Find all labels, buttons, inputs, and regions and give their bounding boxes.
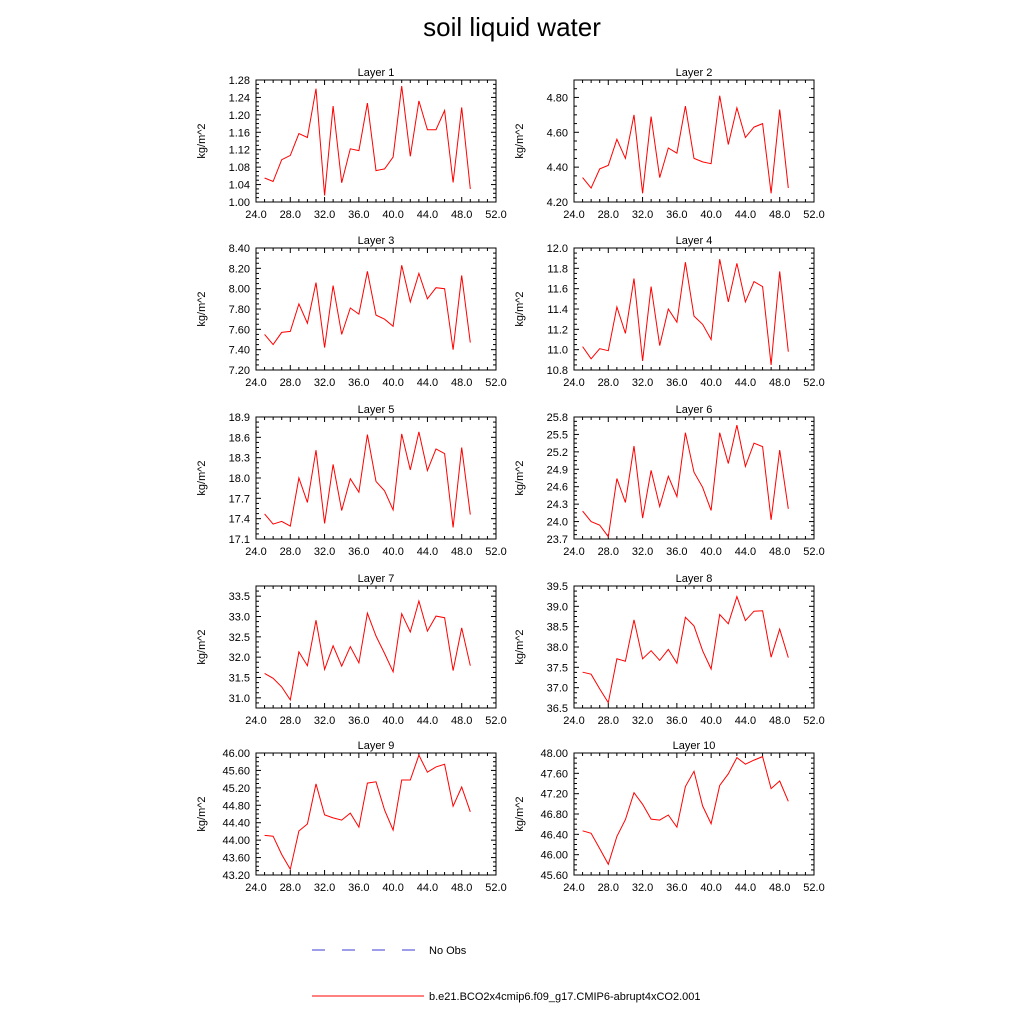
panel-layer-3 (196, 235, 507, 389)
y-tick-label: 47.60 (540, 768, 568, 781)
y-tick-label: 17.4 (228, 513, 250, 526)
plot-frame (256, 248, 496, 370)
x-tick-label: 32.0 (313, 546, 336, 558)
y-tick-label: 37.5 (546, 662, 568, 675)
x-tick-label: 44.0 (734, 715, 757, 727)
x-tick-label: 44.0 (416, 377, 439, 389)
x-tick-label: 24.0 (563, 546, 585, 558)
y-tick-label: 1.16 (228, 127, 250, 140)
x-tick-label: 24.0 (563, 377, 585, 389)
legend-label-no-obs: No Obs (429, 945, 467, 957)
panel-layer-5 (196, 404, 507, 558)
x-tick-label: 28.0 (279, 209, 301, 221)
y-tick-label: 44.80 (222, 800, 250, 813)
x-tick-label: 40.0 (700, 377, 722, 389)
y-tick-label: 1.20 (228, 109, 250, 122)
y-tick-label: 45.60 (540, 870, 568, 882)
y-tick-label: 46.40 (540, 829, 568, 842)
y-tick-label: 11.6 (547, 283, 568, 296)
panel-title: Layer 3 (357, 235, 395, 247)
y-tick-label: 24.0 (546, 516, 568, 529)
plot-frame (574, 586, 814, 708)
x-tick-label: 52.0 (485, 546, 507, 558)
panel-title: Layer 2 (675, 67, 713, 79)
y-tick-label: 32.0 (228, 652, 250, 665)
series-line (583, 96, 789, 194)
y-axis-label: kg/m^2 (514, 291, 526, 327)
x-tick-label: 24.0 (245, 377, 267, 389)
y-tick-label: 1.28 (228, 75, 250, 87)
panel-title: Layer 7 (357, 573, 395, 585)
y-tick-label: 33.0 (228, 611, 250, 624)
y-tick-label: 11.8 (547, 263, 568, 276)
x-tick-label: 36.0 (666, 715, 688, 727)
x-tick-label: 24.0 (563, 715, 585, 727)
series-line (583, 425, 789, 537)
x-tick-label: 44.0 (734, 546, 757, 558)
plot-frame (256, 417, 496, 539)
y-axis-label: kg/m^2 (196, 796, 208, 832)
y-tick-label: 38.5 (546, 621, 568, 634)
x-tick-label: 48.0 (769, 715, 791, 727)
y-tick-label: 44.00 (222, 835, 250, 848)
y-axis-label: kg/m^2 (514, 796, 526, 832)
panel-layer-7 (196, 573, 507, 727)
x-tick-label: 40.0 (700, 546, 722, 558)
y-tick-label: 10.8 (546, 365, 568, 377)
x-tick-label: 48.0 (451, 209, 473, 221)
y-tick-label: 18.3 (228, 452, 250, 465)
y-tick-label: 47.20 (540, 788, 568, 801)
y-tick-label: 8.00 (228, 283, 250, 296)
x-tick-label: 28.0 (279, 377, 301, 389)
x-tick-label: 32.0 (631, 546, 654, 558)
y-axis-label: kg/m^2 (196, 460, 208, 496)
y-tick-label: 12.0 (546, 243, 568, 255)
y-tick-label: 32.5 (228, 631, 250, 644)
panel-title: Layer 4 (675, 235, 713, 247)
x-tick-label: 36.0 (666, 377, 688, 389)
y-tick-label: 24.9 (546, 464, 568, 477)
x-tick-label: 44.0 (734, 882, 757, 894)
y-tick-label: 37.0 (546, 682, 568, 695)
x-tick-label: 24.0 (245, 546, 267, 558)
x-tick-label: 40.0 (382, 209, 404, 221)
y-tick-label: 7.80 (228, 304, 250, 316)
x-tick-label: 48.0 (769, 377, 791, 389)
x-tick-label: 24.0 (245, 882, 267, 894)
y-axis-label: kg/m^2 (514, 123, 526, 159)
y-tick-label: 46.00 (540, 849, 568, 862)
x-tick-label: 28.0 (597, 377, 619, 389)
y-axis-label: kg/m^2 (514, 629, 526, 665)
y-tick-label: 1.00 (228, 197, 250, 209)
x-tick-label: 52.0 (803, 209, 825, 221)
x-tick-label: 32.0 (313, 715, 336, 727)
y-axis-label: kg/m^2 (196, 629, 208, 665)
panel-layer-6 (514, 404, 825, 558)
y-tick-label: 48.00 (540, 748, 568, 760)
y-tick-label: 1.04 (228, 179, 250, 192)
y-tick-label: 7.20 (228, 365, 250, 377)
x-tick-label: 40.0 (700, 209, 722, 221)
x-tick-label: 44.0 (416, 715, 439, 727)
x-tick-label: 28.0 (597, 209, 619, 221)
panel-layer-4 (514, 235, 825, 389)
x-tick-label: 36.0 (348, 882, 370, 894)
y-tick-label: 17.1 (228, 534, 250, 546)
plot-frame (574, 417, 814, 539)
x-tick-label: 48.0 (451, 546, 473, 558)
x-tick-label: 36.0 (348, 377, 370, 389)
series-line (583, 757, 789, 865)
y-tick-label: 46.80 (540, 809, 568, 821)
x-tick-label: 32.0 (313, 882, 336, 894)
x-tick-label: 36.0 (348, 715, 370, 727)
y-tick-label: 24.6 (546, 481, 568, 494)
y-tick-label: 23.7 (546, 534, 568, 546)
series-line (265, 601, 471, 700)
x-tick-label: 32.0 (631, 209, 654, 221)
y-tick-label: 25.8 (546, 412, 568, 424)
y-tick-label: 1.12 (228, 144, 250, 157)
x-tick-label: 32.0 (631, 882, 654, 894)
panel-title: Layer 5 (357, 404, 395, 416)
y-tick-label: 43.20 (222, 870, 250, 882)
y-tick-label: 18.9 (228, 412, 250, 424)
panel-layer-10 (514, 740, 825, 894)
x-tick-label: 28.0 (279, 715, 301, 727)
y-tick-label: 39.5 (546, 581, 568, 593)
y-tick-label: 24.3 (546, 499, 568, 512)
y-tick-label: 25.2 (546, 446, 568, 459)
panel-title: Layer 1 (357, 67, 395, 79)
page-title: soil liquid water (423, 12, 601, 42)
y-tick-label: 31.0 (228, 692, 250, 705)
x-tick-label: 40.0 (382, 882, 404, 894)
x-tick-label: 32.0 (631, 715, 654, 727)
x-tick-label: 28.0 (279, 546, 301, 558)
x-tick-label: 48.0 (451, 377, 473, 389)
x-tick-label: 48.0 (451, 882, 473, 894)
panel-layer-2 (514, 67, 825, 221)
x-tick-label: 40.0 (700, 715, 722, 727)
y-axis-label: kg/m^2 (196, 123, 208, 159)
x-tick-label: 52.0 (485, 715, 507, 727)
y-tick-label: 36.5 (546, 703, 568, 715)
series-line (265, 265, 471, 349)
series-line (265, 432, 471, 528)
x-tick-label: 48.0 (769, 209, 791, 221)
panel-layer-1 (196, 67, 507, 221)
x-tick-label: 32.0 (313, 377, 336, 389)
x-tick-label: 32.0 (631, 377, 654, 389)
x-tick-label: 24.0 (563, 209, 585, 221)
y-axis-label: kg/m^2 (514, 460, 526, 496)
plot-frame (256, 80, 496, 202)
y-tick-label: 11.4 (547, 304, 568, 316)
panel-title: Layer 8 (675, 573, 713, 585)
series-line (265, 86, 471, 195)
y-tick-label: 45.60 (222, 765, 250, 778)
x-tick-label: 52.0 (803, 715, 825, 727)
x-tick-label: 28.0 (597, 715, 619, 727)
x-tick-label: 28.0 (279, 882, 301, 894)
x-tick-label: 28.0 (597, 882, 619, 894)
y-tick-label: 8.40 (228, 243, 250, 255)
x-tick-label: 44.0 (734, 377, 757, 389)
x-tick-label: 36.0 (666, 546, 688, 558)
y-tick-label: 46.00 (222, 748, 250, 760)
y-tick-label: 38.0 (546, 642, 568, 654)
x-tick-label: 52.0 (485, 209, 507, 221)
x-tick-label: 44.0 (416, 209, 439, 221)
y-tick-label: 18.0 (228, 473, 250, 485)
series-line (583, 597, 789, 703)
x-tick-label: 40.0 (700, 882, 722, 894)
x-tick-label: 40.0 (382, 546, 404, 558)
x-tick-label: 24.0 (245, 209, 267, 221)
y-tick-label: 1.08 (228, 162, 250, 175)
y-tick-label: 11.0 (547, 344, 568, 357)
panel-layer-9 (196, 740, 507, 894)
x-tick-label: 52.0 (803, 377, 825, 389)
x-tick-label: 40.0 (382, 377, 404, 389)
x-tick-label: 44.0 (734, 209, 757, 221)
y-tick-label: 25.5 (546, 429, 568, 442)
x-tick-label: 24.0 (563, 882, 585, 894)
y-tick-label: 4.80 (546, 92, 568, 105)
x-tick-label: 36.0 (666, 209, 688, 221)
x-tick-label: 52.0 (485, 882, 507, 894)
panel-title: Layer 10 (672, 740, 716, 752)
plot-frame (574, 80, 814, 202)
y-tick-label: 11.2 (547, 324, 568, 337)
y-tick-label: 45.20 (222, 782, 250, 795)
panel-layer-8 (514, 573, 825, 727)
plot-frame (256, 753, 496, 875)
y-tick-label: 4.40 (546, 162, 568, 175)
y-tick-label: 33.5 (228, 591, 250, 604)
x-tick-label: 52.0 (803, 882, 825, 894)
x-tick-label: 24.0 (245, 715, 267, 727)
y-tick-label: 7.60 (228, 324, 250, 337)
x-tick-label: 48.0 (769, 546, 791, 558)
y-tick-label: 39.0 (546, 601, 568, 614)
series-line (265, 755, 471, 869)
y-tick-label: 4.60 (546, 127, 568, 140)
series-line (583, 259, 789, 365)
y-tick-label: 8.20 (228, 263, 250, 276)
x-tick-label: 44.0 (416, 546, 439, 558)
x-tick-label: 52.0 (485, 377, 507, 389)
x-tick-label: 32.0 (313, 209, 336, 221)
y-tick-label: 17.7 (228, 493, 250, 506)
x-tick-label: 48.0 (769, 882, 791, 894)
y-tick-label: 1.24 (228, 92, 250, 105)
panel-title: Layer 9 (357, 740, 395, 752)
y-tick-label: 44.40 (222, 817, 250, 830)
y-tick-label: 7.40 (228, 344, 250, 357)
y-axis-label: kg/m^2 (196, 291, 208, 327)
x-tick-label: 28.0 (597, 546, 619, 558)
plot-frame (574, 248, 814, 370)
x-tick-label: 48.0 (451, 715, 473, 727)
y-tick-label: 31.5 (228, 672, 250, 685)
panel-title: Layer 6 (675, 404, 713, 416)
x-tick-label: 40.0 (382, 715, 404, 727)
x-tick-label: 36.0 (666, 882, 688, 894)
x-tick-label: 36.0 (348, 546, 370, 558)
x-tick-label: 36.0 (348, 209, 370, 221)
x-tick-label: 44.0 (416, 882, 439, 894)
y-tick-label: 43.60 (222, 852, 250, 865)
x-tick-label: 52.0 (803, 546, 825, 558)
y-tick-label: 4.20 (546, 197, 568, 209)
y-tick-label: 18.6 (228, 432, 250, 445)
legend-label-model-run: b.e21.BCO2x4cmip6.f09_g17.CMIP6-abrupt4xCO2.001 (429, 991, 701, 1003)
